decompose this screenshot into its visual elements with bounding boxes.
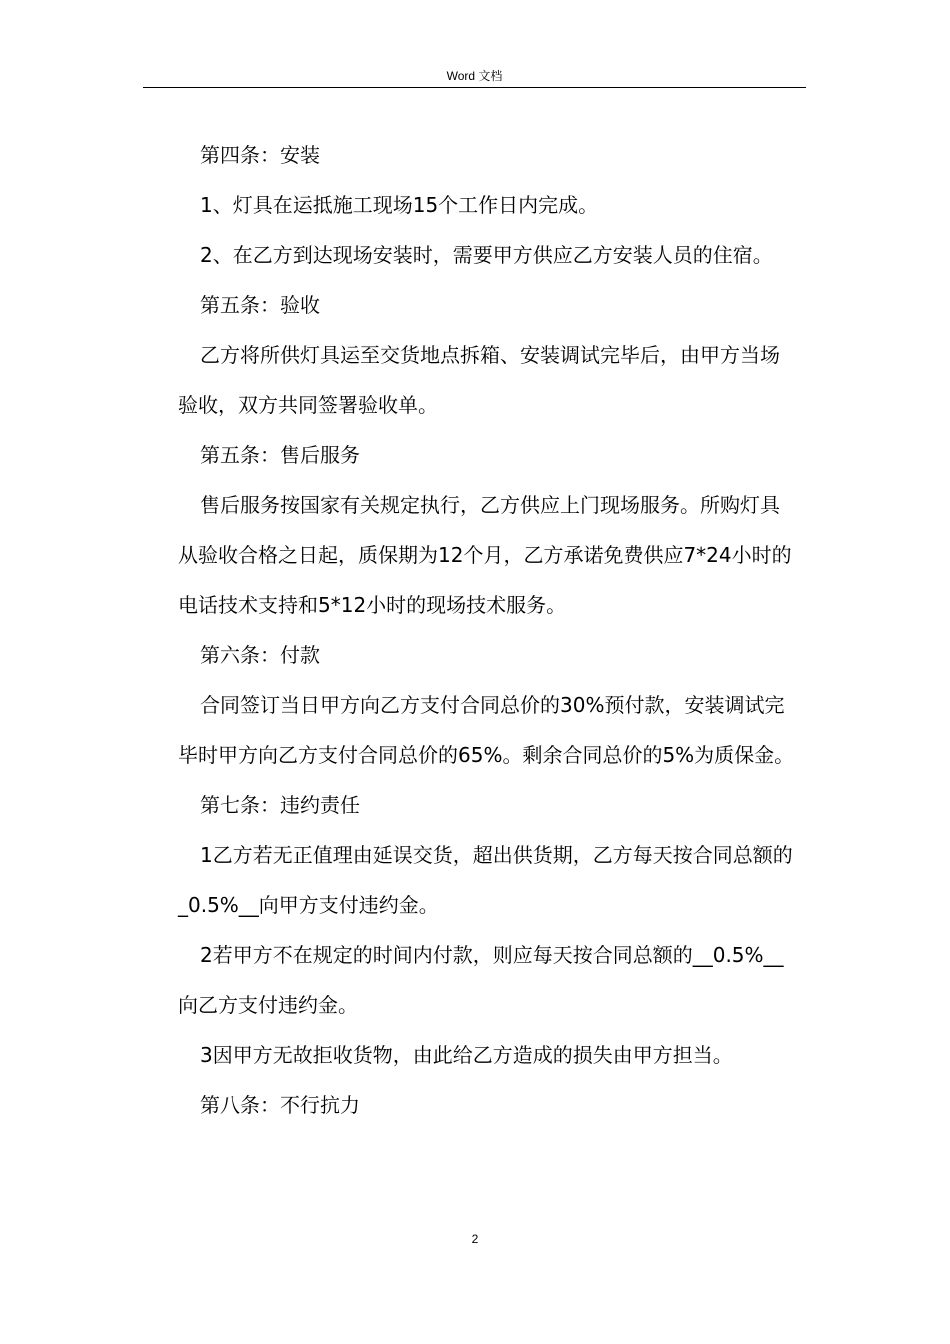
section-heading-after-sales: 第五条：售后服务 bbox=[200, 443, 360, 467]
document-body bbox=[178, 130, 798, 1130]
paragraph-payment: 合同签订当日甲方向乙方支付合同总价的30%预付款，安装调试完毕时甲方向乙方支付合同总价的65%。剩余合同总价的5%为质保金。 bbox=[178, 693, 795, 767]
paragraph-installation-2: 2、在乙方到达现场安装时，需要甲方供应乙方安装人员的住宿。 bbox=[200, 243, 773, 267]
header-divider bbox=[143, 87, 806, 88]
section-heading-payment: 第六条：付款 bbox=[200, 643, 320, 667]
paragraph-installation-1: 1、灯具在运抵施工现场15个工作日内完成。 bbox=[200, 193, 599, 217]
section-heading-acceptance: 第五条：验收 bbox=[200, 293, 320, 317]
paragraph-breach-2: 2若甲方不在规定的时间内付款，则应每天按合同总额的__0.5%__向乙方支付违约金。 bbox=[178, 943, 784, 1017]
paragraph-acceptance: 乙方将所供灯具运至交货地点拆箱、安装调试完毕后，由甲方当场验收，双方共同签署验收单。 bbox=[178, 343, 780, 417]
section-heading-installation: 第四条：安装 bbox=[200, 143, 320, 167]
paragraph-breach-1: 1乙方若无正值理由延误交货，超出供货期，乙方每天按合同总额的_0.5%__向甲方支付违约金。 bbox=[178, 843, 793, 917]
section-heading-breach: 第七条：违约责任 bbox=[200, 793, 360, 817]
page-header: Word 文档 bbox=[446, 69, 503, 83]
paragraph-breach-3: 3因甲方无故拒收货物，由此给乙方造成的损失由甲方担当。 bbox=[200, 1043, 733, 1067]
page-number: 2 bbox=[471, 1232, 479, 1246]
paragraph-after-sales: 售后服务按国家有关规定执行，乙方供应上门现场服务。所购灯具从验收合格之日起，质保期为12个月，乙方承诺免费供应7*24小时的电话技术支持和5*12小时的现场技术服务。 bbox=[178, 493, 792, 617]
section-heading-force-majeure: 第八条：不行抗力 bbox=[200, 1093, 360, 1117]
